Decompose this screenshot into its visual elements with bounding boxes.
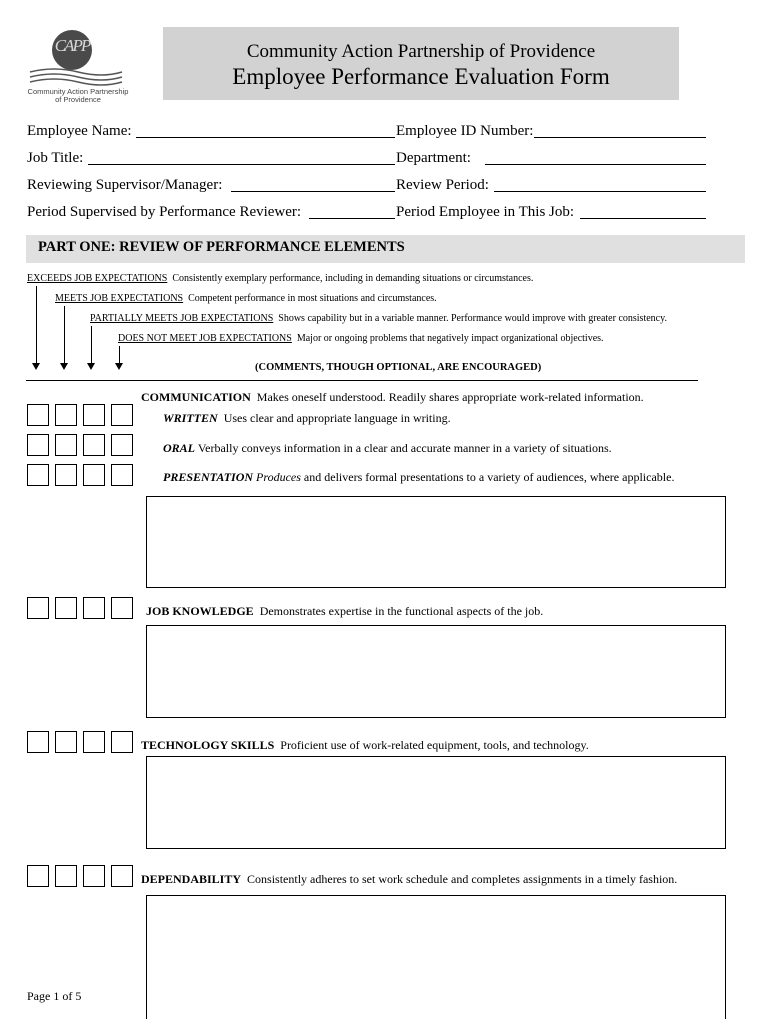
legend-label: EXCEEDS JOB EXPECTATIONS (27, 273, 168, 284)
logo-monogram: CAPP (54, 36, 90, 55)
section-divider (26, 380, 698, 381)
dependability-heading (141, 872, 677, 886)
job-knowledge-comment-box[interactable] (146, 625, 726, 718)
period-employee-field[interactable] (580, 218, 706, 219)
legend-item-exceeds (27, 273, 533, 285)
legend-arrow-line (91, 326, 92, 364)
part-one-title: PART ONE: REVIEW OF PERFORMANCE ELEMENTS (38, 239, 405, 255)
rating-checkbox-exceeds[interactable] (27, 434, 49, 456)
legend-arrow-line (119, 346, 120, 364)
employee-name-field[interactable] (136, 137, 395, 138)
rating-checkbox-meets[interactable] (55, 434, 77, 456)
communication-heading (141, 390, 644, 404)
logo-text-line2: of Providence (55, 95, 101, 104)
arrow-down-icon (115, 363, 123, 370)
rating-checkbox-partially[interactable] (83, 731, 105, 753)
department-label: Department: (396, 150, 471, 166)
supervisor-field[interactable] (231, 191, 395, 192)
employee-id-label: Employee ID Number: (396, 123, 534, 139)
legend-item-meets (55, 293, 437, 305)
legend-arrow-line (64, 306, 65, 364)
rating-checkbox-partially[interactable] (83, 464, 105, 486)
section-title: COMMUNICATION (141, 390, 251, 404)
rating-checkbox-meets[interactable] (55, 731, 77, 753)
logo-text-line1: Community Action Partnership (27, 87, 129, 96)
comments-note: (COMMENTS, THOUGH OPTIONAL, ARE ENCOURAGED) (255, 362, 542, 373)
rating-checkbox-meets[interactable] (55, 865, 77, 887)
rating-checkbox-exceeds[interactable] (27, 865, 49, 887)
department-field[interactable] (485, 164, 706, 165)
item-desc: and delivers formal presentations to a variety of audiences, where applicable. (303, 470, 675, 484)
rating-checkbox-partially[interactable] (83, 404, 105, 426)
rating-checkbox-does-not-meet[interactable] (111, 434, 133, 456)
rating-checkbox-partially[interactable] (83, 865, 105, 887)
item-title: ORAL (163, 441, 196, 455)
logo-waves-icon (28, 66, 124, 86)
employee-id-field[interactable] (534, 137, 706, 138)
legend-desc: Major or ongoing problems that negatively impact organizational objectives. (296, 333, 604, 344)
rating-checkbox-does-not-meet[interactable] (111, 597, 133, 619)
rating-checkbox-exceeds[interactable] (27, 597, 49, 619)
rating-checkbox-meets[interactable] (55, 464, 77, 486)
job-knowledge-rating-row (27, 597, 133, 619)
technology-heading (141, 738, 589, 752)
section-title: JOB KNOWLEDGE (146, 604, 254, 618)
section-desc: Proficient use of work-related equipment, tools, and technology. (280, 738, 589, 752)
item-desc: Uses clear and appropriate language in writing. (223, 411, 451, 425)
section-title: TECHNOLOGY SKILLS (141, 738, 275, 752)
item-desc-italic: Produces (256, 470, 301, 484)
rating-checkbox-does-not-meet[interactable] (111, 404, 133, 426)
part-one-header (26, 235, 745, 263)
review-period-field[interactable] (494, 191, 706, 192)
technology-comment-box[interactable] (146, 756, 726, 849)
legend-label: PARTIALLY MEETS JOB EXPECTATIONS (90, 313, 274, 324)
item-title: WRITTEN (163, 411, 218, 425)
oral-rating-row (27, 434, 133, 456)
rating-checkbox-does-not-meet[interactable] (111, 464, 133, 486)
dependability-comment-box[interactable] (146, 895, 726, 1019)
employee-name-label: Employee Name: (27, 123, 132, 139)
legend-label: DOES NOT MEET JOB EXPECTATIONS (118, 333, 292, 344)
technology-rating-row (27, 731, 133, 753)
page-number: Page 1 of 5 (27, 989, 82, 1003)
legend-desc: Consistently exemplary performance, including in demanding situations or circumstances. (172, 273, 534, 284)
section-title: DEPENDABILITY (141, 872, 242, 886)
organization-name: Community Action Partnership of Providence (246, 41, 596, 62)
legend-item-does-not-meet (118, 333, 604, 345)
arrow-down-icon (87, 363, 95, 370)
legend-item-partially (90, 313, 667, 325)
rating-checkbox-exceeds[interactable] (27, 464, 49, 486)
presentation-rating-row (27, 464, 133, 486)
presentation-item (163, 470, 674, 484)
oral-item (163, 441, 612, 455)
period-supervised-label: Period Supervised by Performance Reviewer: (27, 204, 302, 220)
job-title-field[interactable] (88, 164, 395, 165)
section-desc: Makes oneself understood. Readily shares appropriate work-related information. (256, 390, 644, 404)
rating-checkbox-does-not-meet[interactable] (111, 865, 133, 887)
section-desc: Consistently adheres to set work schedule and completes assignments in a timely fashion. (247, 872, 678, 886)
written-item (163, 411, 451, 425)
header-title-box (163, 27, 679, 100)
period-employee-label: Period Employee in This Job: (396, 204, 575, 220)
dependability-rating-row (27, 865, 133, 887)
job-title-label: Job Title: (27, 150, 84, 166)
rating-checkbox-partially[interactable] (83, 597, 105, 619)
written-rating-row (27, 404, 133, 426)
supervisor-label: Reviewing Supervisor/Manager: (27, 177, 223, 193)
arrow-down-icon (60, 363, 68, 370)
organization-logo (20, 30, 140, 108)
legend-arrow-line (36, 286, 37, 364)
legend-desc: Shows capability but in a variable manner. Performance would improve with greater consistency. (278, 313, 667, 324)
rating-checkbox-does-not-meet[interactable] (111, 731, 133, 753)
rating-checkbox-meets[interactable] (55, 404, 77, 426)
rating-checkbox-partially[interactable] (83, 434, 105, 456)
job-knowledge-heading (146, 604, 543, 618)
logo-text (22, 88, 134, 104)
rating-checkbox-meets[interactable] (55, 597, 77, 619)
period-supervised-field[interactable] (309, 218, 395, 219)
arrow-down-icon (32, 363, 40, 370)
communication-comment-box[interactable] (146, 496, 726, 588)
section-desc: Demonstrates expertise in the functional aspects of the job. (259, 604, 544, 618)
item-desc: Verbally conveys information in a clear and accurate manner in a variety of situations. (197, 441, 612, 455)
review-period-label: Review Period: (396, 177, 489, 193)
legend-desc: Competent performance in most situations and circumstances. (188, 293, 437, 304)
item-title: PRESENTATION (163, 470, 254, 484)
legend-label: MEETS JOB EXPECTATIONS (55, 293, 184, 304)
rating-checkbox-exceeds[interactable] (27, 404, 49, 426)
rating-checkbox-exceeds[interactable] (27, 731, 49, 753)
form-title: Employee Performance Evaluation Form (232, 64, 610, 89)
